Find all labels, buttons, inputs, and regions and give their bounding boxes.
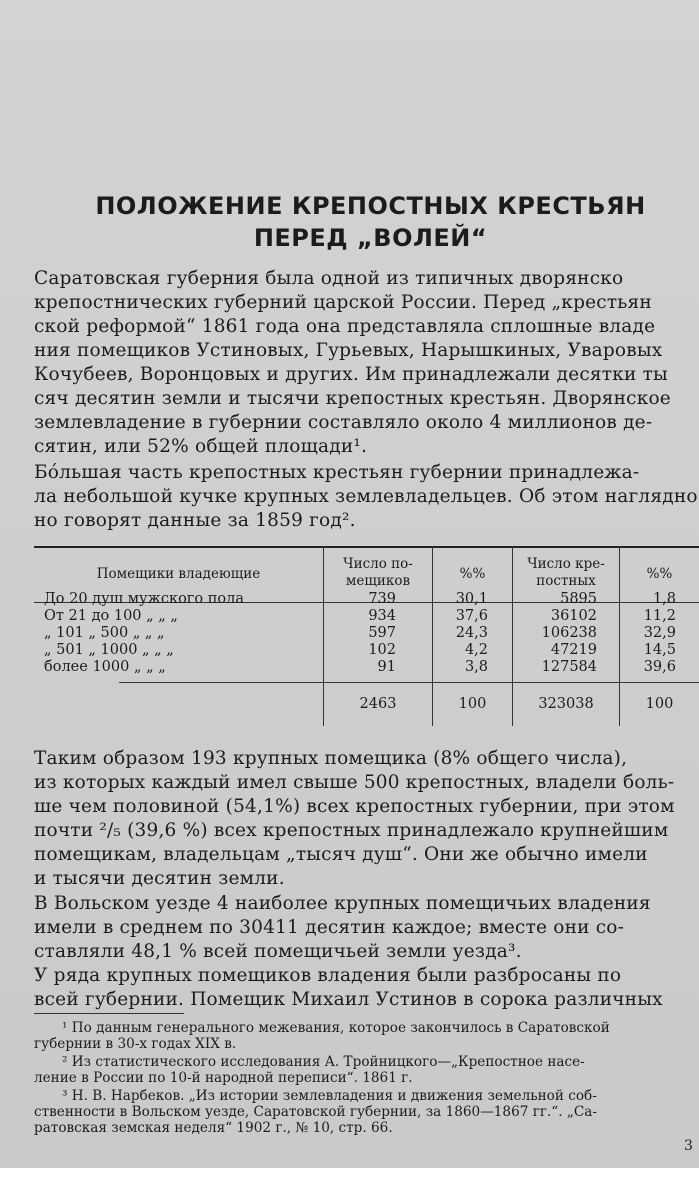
text-line: ния помещиков Устиновых, Гурьевых, Нарышкиных, Уваровых	[34, 340, 663, 361]
cell-percent: 32,9	[643, 625, 676, 641]
header-landowners-count-1: Число по-	[343, 556, 413, 572]
text-line: но говорят данные за 1859 год².	[34, 510, 356, 531]
row-label: До 20 душ мужского пола	[44, 591, 244, 607]
cell-percent: 39,6	[643, 659, 676, 675]
text-line: имели в среднем по 30411 десятин каждое; вместе они со-	[34, 917, 625, 938]
cell-percent: 30,1	[455, 591, 488, 607]
total-serfs: 323038	[538, 696, 594, 712]
text-line: Саратовская губерния была одной из типичных дворянско	[34, 268, 624, 289]
text-line: Кочубеев, Воронцовых и других. Им принадлежали десятки ты	[34, 364, 668, 385]
footnote: ление в России по 10-й народной переписи“. 1861 г.	[34, 1070, 413, 1086]
header-landowners-count-2: мещиков	[345, 573, 411, 589]
landowners-table	[34, 546, 699, 736]
text-line: сятин, или 52% общей площади¹.	[34, 436, 368, 457]
cell-percent: 24,3	[455, 625, 488, 641]
footnote: ственности в Вольском уезде, Саратовской губернии, за 1860—1867 гг.“. „Са-	[34, 1104, 597, 1120]
text-line: помещикам, владельцам „тысяч душ“. Они же обычно имели	[34, 844, 648, 865]
header-serfs-count-2: постных	[536, 573, 596, 589]
row-label: более 1000 „ „ „	[44, 659, 166, 675]
cell-serfs: 106238	[541, 625, 597, 641]
cell-percent: 4,2	[464, 642, 488, 658]
chapter-subtitle: ПЕРЕД „ВОЛЕЙ“	[253, 224, 488, 252]
cell-percent: 3,8	[464, 659, 488, 675]
text-line: всей губернии. Помещик Михаил Устинов в сорока различных	[34, 989, 663, 1010]
text-line: почти ²/₅ (39,6 %) всех крепостных принадлежало крупнейшим	[34, 820, 669, 841]
cell-landowners: 739	[368, 591, 396, 607]
text-line: У ряда крупных помещиков владения были разбросаны по	[34, 965, 622, 986]
cell-serfs: 5895	[560, 591, 597, 607]
cell-serfs: 36102	[550, 608, 597, 624]
footnote-rule	[34, 1013, 184, 1014]
cell-landowners: 91	[377, 659, 396, 675]
cell-serfs: 47219	[550, 642, 597, 658]
row-label: От 21 до 100 „ „ „	[44, 608, 178, 624]
text-line: В Вольском уезде 4 наиболее крупных помещичьих владения	[34, 893, 651, 914]
header-percent-1: %%	[459, 566, 486, 582]
text-line: ской реформой“ 1861 года она представляла сплошные владе	[34, 316, 656, 337]
cell-percent: 37,6	[455, 608, 488, 624]
scan-margin	[0, 1168, 699, 1200]
header-landowners-owning: Помещики владеющие	[96, 566, 261, 582]
page-number: 3	[684, 1138, 693, 1154]
text-line: крепостнических губерний царской России. Перед „крестьян	[34, 292, 652, 313]
text-line: Таким образом 193 крупных помещика (8% общего числа),	[34, 748, 628, 769]
header-serfs-count-1: Число кре-	[527, 556, 605, 572]
table-top-rule	[34, 546, 699, 548]
footnote: ¹ По данным генерального межевания, которое закончилось в Саратовской	[62, 1020, 610, 1036]
table-total-rule	[119, 682, 699, 683]
text-line: ше чем половиной (54,1%) всех крепостных губернии, при этом	[34, 796, 675, 817]
total-percent: 100	[645, 696, 674, 712]
cell-percent: 14,5	[643, 642, 676, 658]
text-line: и тысячи десятин земли.	[34, 868, 285, 889]
text-line: землевладение в губернии составляло около 4 миллионов де-	[34, 412, 653, 433]
footnote: ратовская земская неделя“ 1902 г., № 10, стр. 66.	[34, 1120, 393, 1136]
footnote: губернии в 30-х годах XIX в.	[34, 1036, 237, 1052]
row-label: „ 101 „ 500 „ „ „	[44, 625, 165, 641]
text-line: из которых каждый имел свыше 500 крепостных, владели боль-	[34, 772, 675, 793]
header-percent-2: %%	[646, 566, 673, 582]
footnote: ² Из статистического исследования А. Тройницкого—„Крепостное насе-	[62, 1054, 585, 1070]
cell-percent: 11,2	[643, 608, 676, 624]
footnote: ³ Н. В. Нарбеков. „Из истории землевладения и движения земельной соб-	[62, 1088, 597, 1104]
text-line: ла небольшой кучке крупных землевладельцев. Об этом наглядно	[34, 486, 698, 507]
total-landowners: 2463	[359, 696, 397, 712]
total-percent: 100	[458, 696, 487, 712]
chapter-title: ПОЛОЖЕНИЕ КРЕПОСТНЫХ КРЕСТЬЯН	[95, 192, 646, 220]
cell-landowners: 597	[368, 625, 396, 641]
text-line: сяч десятин земли и тысячи крепостных крестьян. Дворянское	[34, 388, 671, 409]
cell-serfs: 127584	[541, 659, 597, 675]
cell-landowners: 102	[368, 642, 396, 658]
cell-percent: 1,8	[652, 591, 676, 607]
row-label: „ 501 „ 1000 „ „ „	[44, 642, 174, 658]
text-line: Бо́льшая часть крепостных крестьян губернии принадлежа-	[34, 462, 640, 483]
cell-landowners: 934	[368, 608, 396, 624]
text-line: ставляли 48,1 % всей помещичьей земли уезда³.	[34, 941, 522, 962]
